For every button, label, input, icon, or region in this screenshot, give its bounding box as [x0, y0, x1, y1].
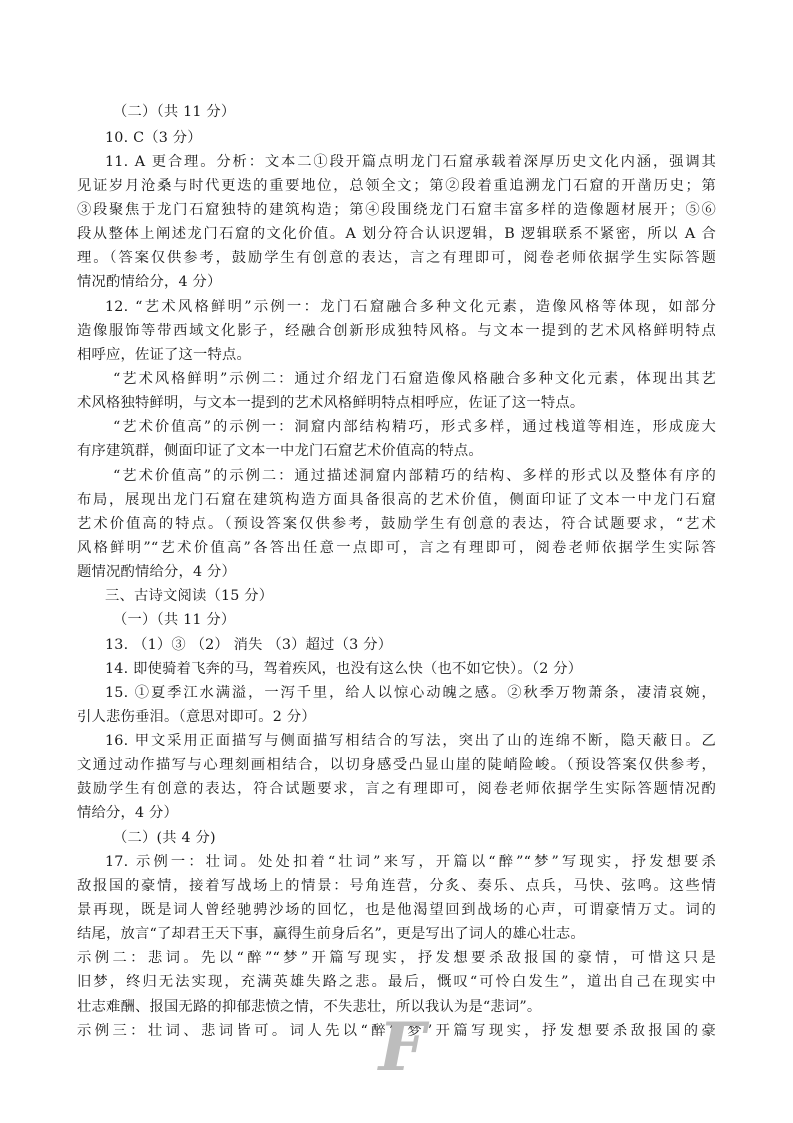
answer-12-line: 艺术价值高的特点。（预设答案仅供参考，鼓励学生有创意的表达，符合试题要求，“艺术 [77, 516, 716, 532]
answer-17-line: 旧梦，终归无法实现，充满英雄失路之悲。最后，慨叹“可怜白发生”，道出自己在现实中 [77, 974, 716, 990]
answer-17-line: 示例三：壮词、悲词皆可。词人先以“醉”“梦”开篇写现实，抒发想要杀敌报国的豪 [77, 1023, 716, 1039]
answer-16-line: 情给分，4 分） [77, 805, 179, 821]
answer-12-line: 风格鲜明”“艺术价值高”各答出任意一点即可，言之有理即可，阅卷老师依据学生实际答 [77, 540, 716, 556]
answer-11-line: 11. A 更合理。分析：文本二①段开篇点明龙门石窟承载着深厚历史文化内涵，强调其 [105, 154, 716, 170]
answer-12-line: 12. “艺术风格鲜明”示例一：龙门石窟融合多种文化元素，造像风格等体现，如部分 [105, 299, 716, 315]
answer-12-line: 术风格独特鲜明，与文本一提到的艺术风格鲜明特点相呼应，佐证了这一特点。 [77, 395, 585, 411]
answer-17-line: 示例二：悲词。先以“醉”“梦”开篇写现实，抒发想要杀敌报国的豪情，可惜这只是 [77, 950, 716, 966]
answer-16-line: 文通过动作描写与心理刻画相结合，以切身感受凸显山崖的陡峭险峻。（预设答案仅供参考， [77, 757, 716, 773]
answer-17-line: 17. 示例一：壮词。处处扣着“壮词”来写，开篇以“醉”“梦”写现实，抒发想要杀 [105, 854, 716, 870]
section-heading: （二）(共 4 分) [113, 830, 216, 846]
answer-11-line: 情况酌情给分，4 分） [77, 274, 222, 290]
answer-10: 10. C（3 分） [105, 130, 202, 146]
section-heading: （一）（共 11 分） [113, 612, 236, 628]
answer-11-line: 理。（答案仅供参考，鼓励学生有创意的表达，言之有理即可，阅卷老师依据学生实际答题 [77, 250, 716, 266]
answer-13: 13. （1）③ （2） 消失 （3）超过（3 分） [105, 637, 393, 653]
answer-17-line: 结尾，放言“了却君王天下事，赢得生前身后名”，更是写出了词人的雄心壮志。 [77, 926, 585, 942]
answer-12-line: 有序建筑群，侧面印证了文本一中龙门石窟艺术价值高的特点。 [77, 443, 483, 459]
answer-12-line: 布局，展现出龙门石窟在建筑构造方面具备很高的艺术价值，侧面印证了文本一中龙门石窟 [77, 492, 716, 508]
answer-11-line: 段从整体上阐述龙门石窟的文化价值。A 划分符合认识逻辑，B 逻辑联系不紧密，所以 A 合 [77, 226, 716, 242]
answer-16-line: 16. 甲文采用正面描写与侧面描写相结合的写法，突出了山的连绵不断，隐天蔽日。乙 [105, 733, 716, 749]
answer-12-line: “艺术价值高”的示例一：洞窟内部结构精巧，形式多样，通过栈道等相连，形成庞大 [113, 419, 716, 435]
section-heading: （二）（共 11 分） [113, 104, 236, 120]
answer-16-line: 鼓励学生有创意的表达，符合试题要求，言之有理即可，阅卷老师依据学生实际答题情况酌 [77, 781, 716, 797]
answer-15-line: 引人悲伤垂泪。（意思对即可。2 分） [77, 709, 316, 725]
answer-11-line: 见证岁月沧桑与时代更迭的重要地位，总领全文；第②段着重追溯龙门石窟的开凿历史；第 [77, 178, 716, 194]
answer-17-line: 敌报国的豪情，接着写战场上的情景：号角连营，分炙、奏乐、点兵，马快、弦鸣。这些情 [77, 878, 716, 894]
answer-14: 14. 即使骑着飞奔的马，驾着疾风，也没有这么快（也不如它快）。（2 分） [105, 661, 583, 677]
answer-12-line: 造像服饰等带西域文化影子，经融合创新形成独特风格。与文本一提到的艺术风格鲜明特点 [77, 323, 716, 339]
answer-12-line: 题情况酌情给分，4 分） [77, 564, 237, 580]
watermark-logo: F [378, 1008, 426, 1086]
answer-17-line: 景再现，既是词人曾经驰骋沙场的回忆，也是他渴望回到战场的心声，可谓豪情万丈。词的 [77, 902, 716, 918]
answer-12-line: “艺术风格鲜明”示例二：通过介绍龙门石窟造像风格融合多种文化元素，体现出其艺 [113, 371, 716, 387]
answer-11-line: ③段聚焦于龙门石窟独特的建筑构造；第④段围绕龙门石窟丰富多样的造像题材展开；⑤⑥ [77, 202, 716, 218]
answer-12-line: “艺术价值高”的示例二：通过描述洞窟内部精巧的结构、多样的形式以及整体有序的 [113, 468, 716, 484]
answer-17-line: 壮志难酬、报国无路的抑郁悲愤之情，不失悲壮，所以我认为是“悲词”。 [77, 999, 542, 1015]
section-heading: 三、古诗文阅读（15 分） [105, 588, 274, 604]
answer-15-line: 15. ①夏季江水满溢，一泻千里，给人以惊心动魄之感。②秋季万物萧条，凄清哀婉， [105, 685, 716, 701]
answer-12-line: 相呼应，佐证了这一特点。 [77, 347, 251, 363]
